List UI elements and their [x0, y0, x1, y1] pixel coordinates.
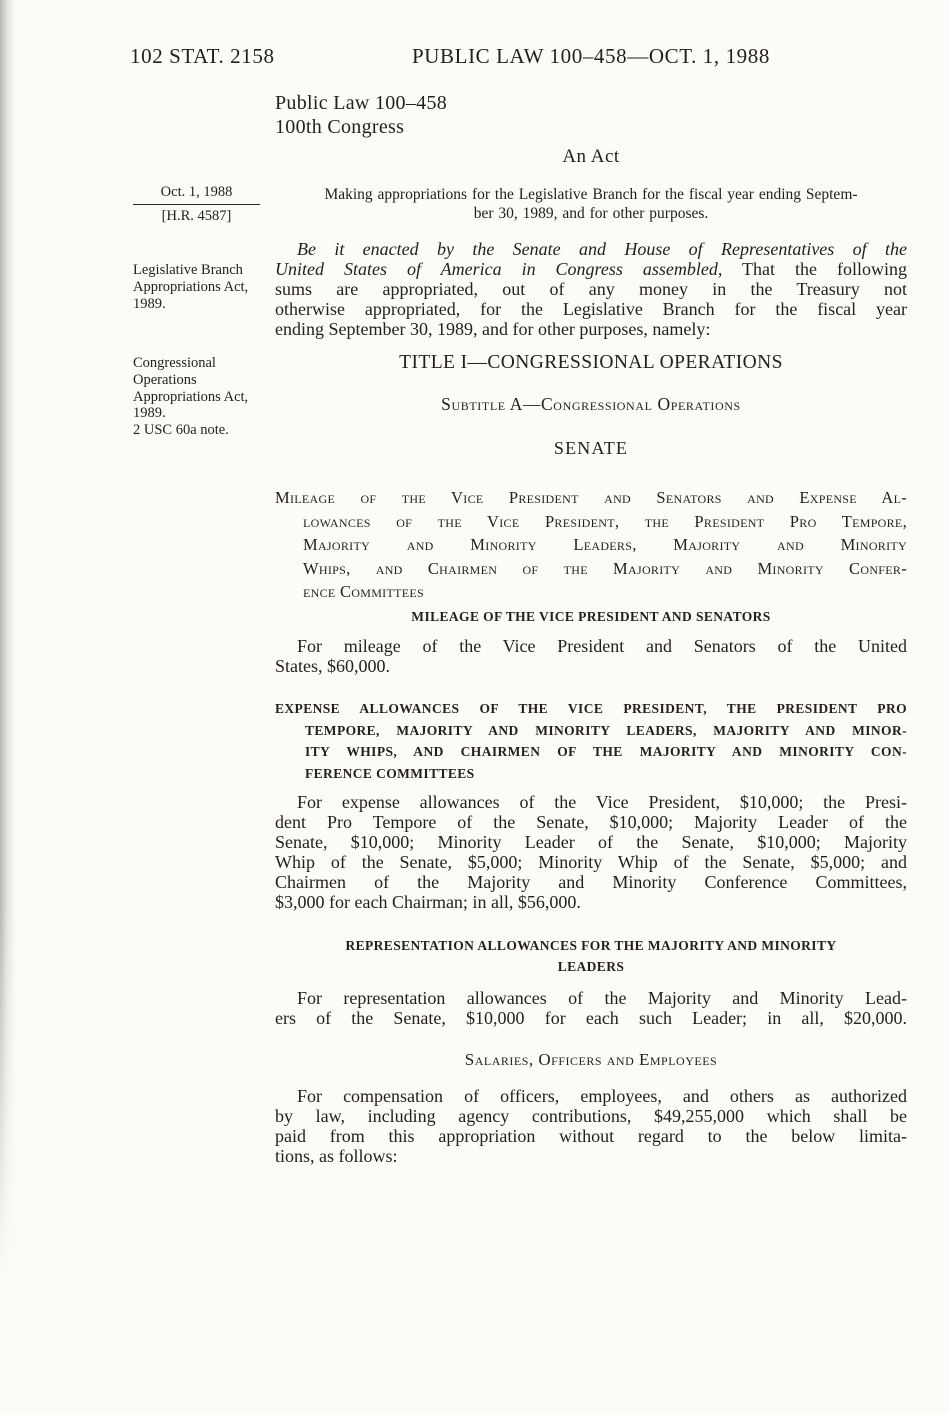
- senate-heading: SENATE: [553, 438, 629, 458]
- mileage-paragraph: [275, 636, 907, 676]
- margin-note-congressional: [133, 355, 260, 439]
- law-citation: PUBLIC LAW 100–458—OCT. 1, 1988: [412, 44, 770, 68]
- paragraph-line: Chairmen of the Majority and Minority Conference Committees,: [275, 872, 907, 892]
- margin-note-legislative: Legislative Branch Appropriations Act, 1989.: [133, 262, 249, 312]
- paragraph-line: dent Pro Tempore of the Senate, $10,000; Majority Leader of the: [275, 812, 907, 832]
- heading-line: Majority and Minority Leaders, Majority and Minority: [303, 535, 907, 554]
- usc-note: 2 USC 60a note.: [133, 422, 229, 439]
- paragraph-line: States, $60,000.: [275, 656, 390, 676]
- paragraph-line: Whip of the Senate, $5,000; Minority Whip of the Senate, $5,000; and: [275, 852, 907, 872]
- margin-date-block: [133, 184, 260, 225]
- enactment-date: Oct. 1, 1988: [160, 184, 233, 200]
- paragraph-line: tions, as follows:: [275, 1146, 398, 1166]
- paragraph-line: For compensation of officers, employees, and others as authorized: [297, 1086, 907, 1106]
- representation-heading: [275, 936, 907, 977]
- heading-line: lowances of the Vice President, the President Pro Tempore,: [303, 511, 907, 531]
- heading-line: ITY WHIPS, AND CHAIRMEN OF THE MAJORITY AND MINORITY CON-: [305, 744, 907, 759]
- heading-line: LEADERS: [557, 958, 625, 974]
- congress-label: 100th Congress: [275, 116, 405, 138]
- enacting-italic: Be it enacted by the Senate and House of Representatives of the: [297, 239, 907, 259]
- paragraph-line: For expense allowances of the Vice President, $10,000; the Presi-: [297, 792, 907, 812]
- expense-heading: [275, 698, 907, 784]
- enacting-roman: That the following: [742, 259, 907, 279]
- enacting-line: [275, 259, 907, 279]
- preamble-line: Making appropriations for the Legislative Branch for the fiscal year ending Septem-: [324, 186, 858, 203]
- salaries-paragraph: [275, 1086, 907, 1166]
- expense-paragraph: [275, 792, 907, 912]
- scan-binding-shadow-fade: [0, 900, 16, 1320]
- heading-line: FERENCE COMMITTEES: [305, 765, 475, 781]
- preamble-line: ber 30, 1989, and for other purposes.: [473, 204, 709, 222]
- margin-note-congressional-text: Congressional Operations Appropriations Act, 1989.: [133, 355, 249, 422]
- heading-line: EXPENSE ALLOWANCES OF THE VICE PRESIDENT, THE PRESIDENT PRO: [275, 701, 907, 716]
- margin-rule: [133, 204, 260, 205]
- title-i-heading: TITLE I—CONGRESSIONAL OPERATIONS: [399, 352, 783, 373]
- subtitle-a-heading: Subtitle A—Congressional Operations: [441, 394, 741, 414]
- enacting-italic: United States of America in Congress assembled,: [275, 259, 723, 279]
- heading-line: Whips, and Chairmen of the Majority and Minority Confer-: [303, 558, 907, 578]
- paragraph-line: For mileage of the Vice President and Senators of the United: [297, 636, 907, 656]
- enacting-line: otherwise appropriated, for the Legislative Branch for the fiscal year: [275, 299, 907, 319]
- paragraph-line: $3,000 for each Chairman; in all, $56,000.: [275, 892, 581, 912]
- stat-citation: 102 STAT. 2158: [130, 44, 275, 68]
- enacting-line: ending September 30, 1989, and for other purposes, namely:: [275, 319, 711, 339]
- heading-line: Mileage of the Vice President and Senators and Expense Al-: [275, 488, 907, 507]
- enacting-line: [275, 239, 907, 259]
- heading-line: REPRESENTATION ALLOWANCES FOR THE MAJORITY AND MINORITY: [345, 938, 837, 953]
- act-heading: An Act: [562, 146, 620, 167]
- paragraph-line: ers of the Senate, $10,000 for each such Leader; in all, $20,000.: [275, 1008, 907, 1028]
- enacting-clause: [275, 239, 907, 339]
- bill-number: [H.R. 4587]: [161, 207, 232, 224]
- paragraph-line: Senate, $10,000; Minority Leader of the Senate, $10,000; Majority: [275, 832, 907, 852]
- representation-paragraph: [275, 988, 907, 1028]
- law-number: Public Law 100–458: [275, 92, 448, 114]
- heading-line: TEMPORE, MAJORITY AND MINORITY LEADERS, MAJORITY AND MINOR-: [305, 722, 907, 738]
- heading-line: ence Committees: [303, 582, 424, 601]
- paragraph-line: paid from this appropriation without regard to the below limita-: [275, 1126, 907, 1146]
- paragraph-line: For representation allowances of the Majority and Minority Lead-: [297, 988, 907, 1008]
- mileage-subheading: MILEAGE OF THE VICE PRESIDENT AND SENATORS: [411, 609, 771, 624]
- mileage-expense-heading: [275, 486, 907, 604]
- salaries-heading: Salaries, Officers and Employees: [464, 1050, 718, 1069]
- enacting-line: sums are appropriated, out of any money in the Treasury not: [275, 279, 907, 299]
- paragraph-line: by law, including agency contributions, $49,255,000 which shall be: [275, 1106, 907, 1126]
- preamble: [275, 186, 907, 223]
- law-title-block: [275, 91, 447, 139]
